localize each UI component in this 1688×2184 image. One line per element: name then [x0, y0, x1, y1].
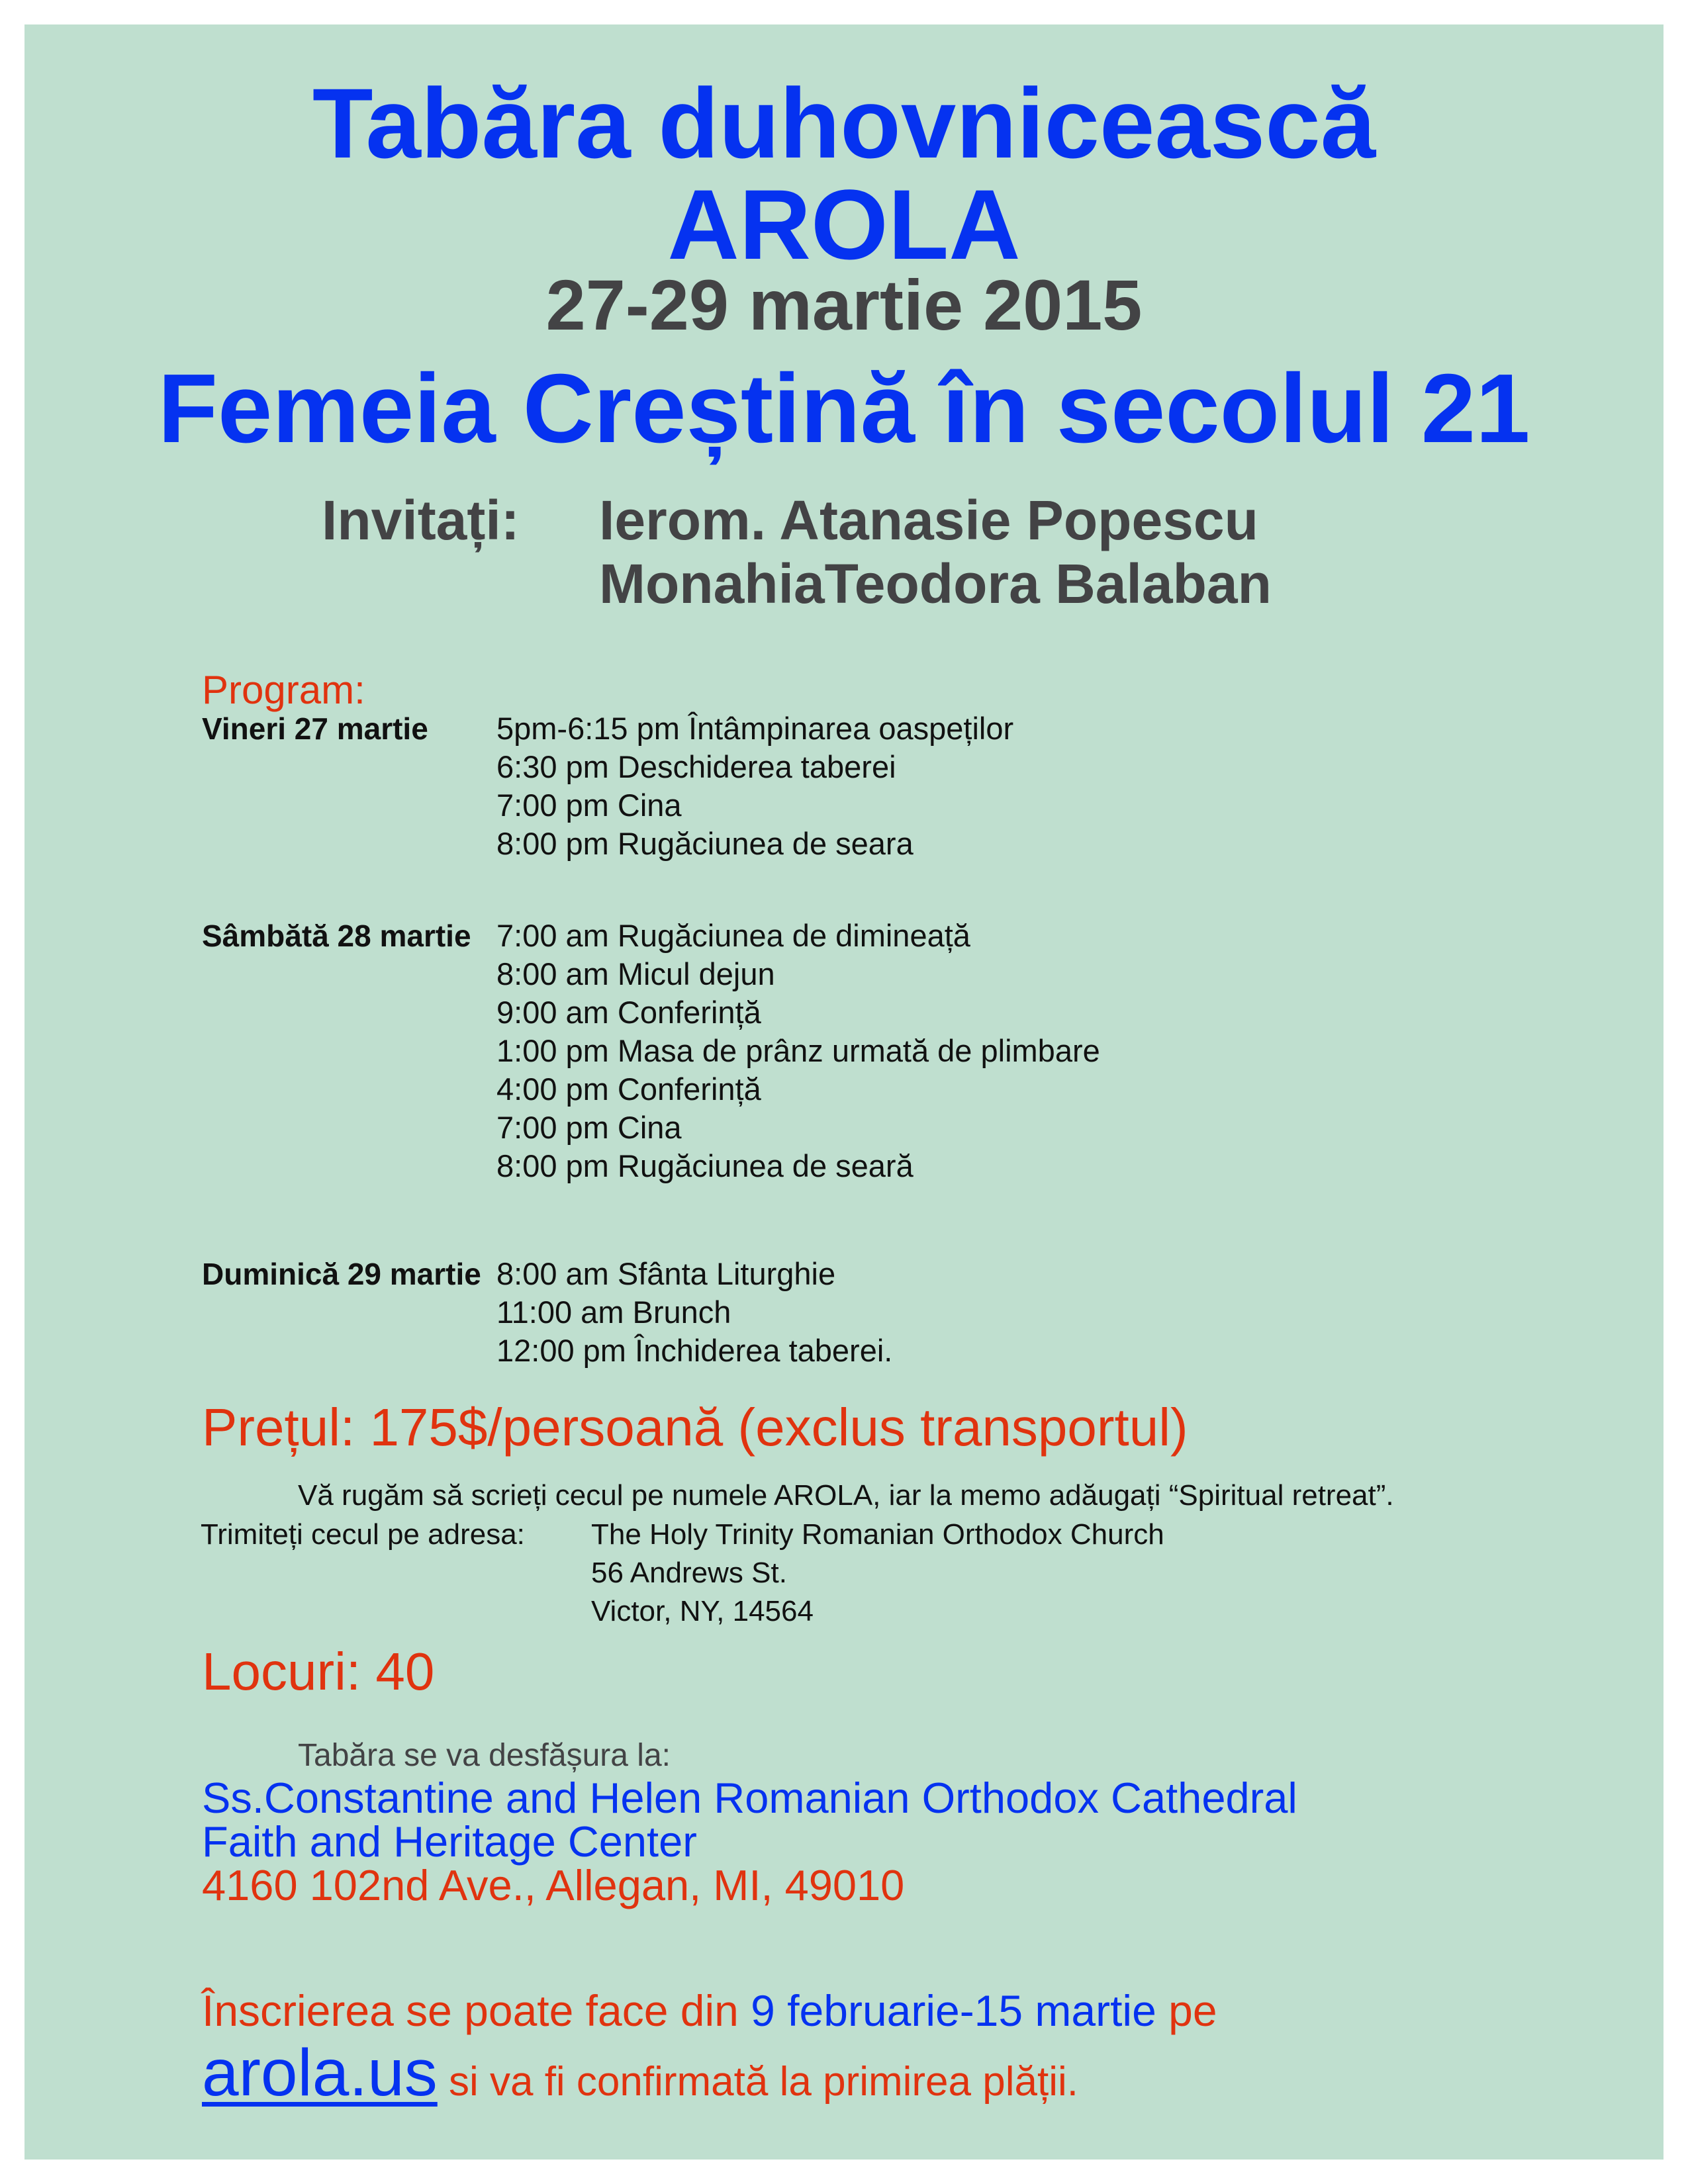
- guests-label: Invitați:: [322, 489, 520, 551]
- schedule-item: 9:00 am Conferință: [496, 995, 761, 1030]
- registration-confirmation-text: si va fi confirmată la primirea plății.: [437, 2059, 1078, 2105]
- check-mailing-address: [591, 1516, 1164, 1631]
- camp-theme-title: Femeia Creștină în secolul 21: [158, 354, 1530, 463]
- day-label-saturday: Sâmbătă 28 martie: [202, 919, 471, 953]
- program-day-sunday: [202, 1255, 892, 1370]
- schedule-item: 1:00 pm Masa de prânz urmată de plimbare: [496, 1033, 1100, 1068]
- schedule-item: 8:00 am Micul dejun: [496, 956, 775, 991]
- program-heading: Program:: [202, 668, 365, 712]
- schedule-item: 12:00 pm Închiderea taberei.: [496, 1333, 893, 1368]
- venue-building: Faith and Heritage Center: [202, 1817, 697, 1866]
- address-line: 56 Andrews St.: [591, 1557, 787, 1589]
- venue-name: Ss.Constantine and Helen Romanian Orthodox Cathedral: [202, 1774, 1297, 1822]
- schedule-item: 4:00 pm Conferință: [496, 1071, 761, 1107]
- schedule-item: 7:00 am Rugăciunea de dimineață: [496, 918, 970, 953]
- registration-line1: [202, 1986, 1217, 2035]
- registration-text-part2: pe: [1156, 1986, 1217, 2035]
- program-day-friday: [202, 709, 1013, 863]
- registration-period: 9 februarie-15 martie: [751, 1986, 1156, 2035]
- program-day-saturday: [202, 917, 1100, 1185]
- day-items-saturday: [496, 917, 1100, 1185]
- address-line: Victor, NY, 14564: [591, 1595, 814, 1627]
- venue-address: 4160 102nd Ave., Allegan, MI, 49010: [202, 1861, 905, 1909]
- check-address-row: [201, 1516, 1164, 1631]
- venue-intro: Tabăra se va desfășura la:: [298, 1738, 671, 1773]
- price-line: Prețul: 175$/persoană (exclus transportul): [202, 1398, 1188, 1457]
- address-line: The Holy Trinity Romanian Orthodox Church: [591, 1518, 1164, 1551]
- day-label-sunday: Duminică 29 martie: [202, 1257, 481, 1291]
- arola-website-link[interactable]: arola.us: [202, 2036, 438, 2110]
- schedule-item: 7:00 pm Cina: [496, 788, 682, 823]
- camp-title-line2: AROLA: [667, 169, 1021, 280]
- schedule-item: 7:00 pm Cina: [496, 1110, 682, 1145]
- send-check-label: Trimiteți cecul pe adresa:: [201, 1518, 525, 1551]
- schedule-item: 8:00 am Sfânta Liturghie: [496, 1256, 836, 1291]
- day-items-friday: [496, 709, 1013, 863]
- venue-block: [202, 1776, 1297, 1907]
- schedule-item: 11:00 am Brunch: [496, 1295, 731, 1330]
- seats-line: Locuri: 40: [202, 1642, 435, 1701]
- guest-names: [599, 488, 1272, 615]
- schedule-item: 8:00 pm Rugăciunea de seara: [496, 826, 914, 861]
- guest-name-1: Ierom. Atanasie Popescu: [599, 489, 1258, 551]
- check-instructions-note: Vă rugăm să scrieți cecul pe numele AROLA, iar la memo adăugați “Spiritual retreat”.: [298, 1479, 1394, 1512]
- registration-line2: [202, 2036, 1078, 2110]
- day-label-friday: Vineri 27 martie: [202, 711, 428, 746]
- camp-dates: 27-29 martie 2015: [545, 265, 1143, 345]
- guests-row: [322, 488, 1272, 615]
- day-items-sunday: [496, 1255, 892, 1370]
- guest-name-2: MonahiaTeodora Balaban: [599, 553, 1272, 615]
- schedule-item: 8:00 pm Rugăciunea de seară: [496, 1148, 914, 1183]
- camp-title-line1: Tabăra duhovnicească: [312, 68, 1376, 179]
- schedule-item: 6:30 pm Deschiderea taberei: [496, 749, 896, 784]
- registration-text-part1: Înscrierea se poate face din: [202, 1986, 751, 2035]
- schedule-item: 5pm-6:15 pm Întâmpinarea oaspeților: [496, 711, 1014, 746]
